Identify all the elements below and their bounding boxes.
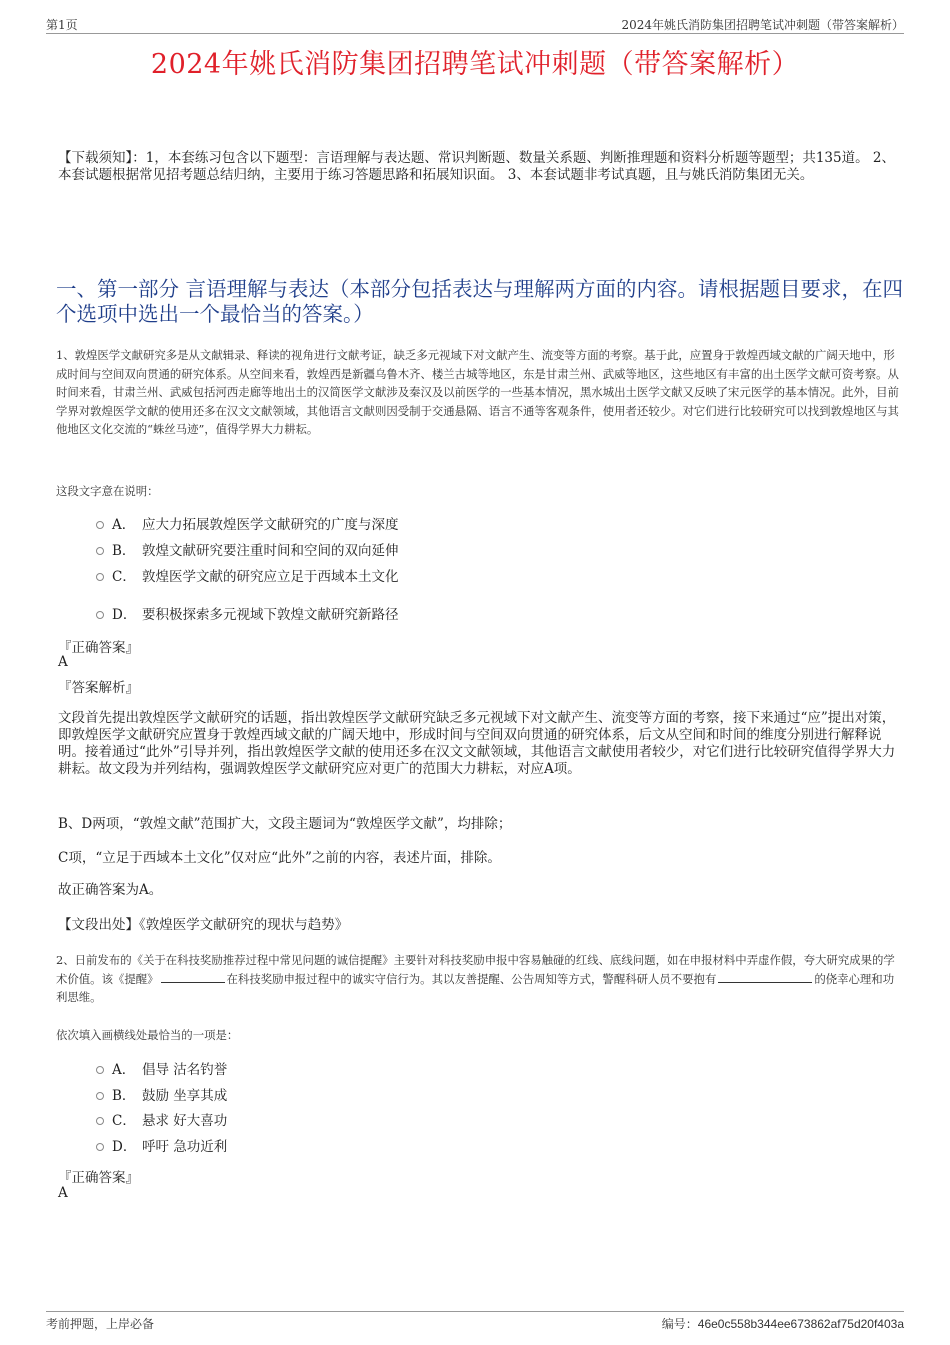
question-1-option-c[interactable]: C． 敦煌医学文献的研究应立足于西域本土文化 (96, 567, 399, 587)
footer-slogan: 考前押题，上岸必备 (46, 1317, 155, 1331)
question-1-option-b[interactable]: B． 敦煌文献研究要注重时间和空间的双向延伸 (96, 541, 399, 561)
header-divider (46, 33, 904, 34)
radio-button-icon[interactable] (96, 1092, 104, 1100)
radio-button-icon[interactable] (96, 1066, 104, 1074)
fill-blank-2[interactable] (718, 970, 812, 983)
question-2-option-c[interactable]: C． 悬求 好大喜功 (96, 1111, 227, 1131)
question-2-option-b[interactable]: B． 鼓励 坐享其成 (96, 1086, 227, 1106)
radio-button-icon[interactable] (96, 547, 104, 555)
header-doc-title: 2024年姚氏消防集团招聘笔试冲刺题（带答案解析） (621, 18, 904, 32)
question-2-stem: 2、日前发布的《关于在科技奖励推荐过程中常见问题的诚信提醒》主要针对科技奖励申报中容易触碰的红线、底线问题，如在申报材料中弄虚作假，夸大研究成果的学术价值。该《提醒》 在科技奖励申报过程中的诚实守信行为。其以友善提醒、公告周知等方式，警醒科研人员不要抱有 的侥幸心理和功利思维。 (56, 953, 895, 1004)
question-1-answer-label: 『正确答案』 (58, 640, 139, 656)
page-title: 2024年姚氏消防集团招聘笔试冲刺题（带答案解析） (150, 49, 800, 80)
question-1-analysis-paragraph: B、D两项，“敦煌文献”范围扩大，文段主题词为“敦煌医学文献”，均排除； (58, 816, 512, 832)
question-1-stem: 1、敦煌医学文献研究多是从文献辑录、释读的视角进行文献考证，缺乏多元视域下对文献产生、流变等方面的考察。基于此，应置身于敦煌西域文献的广阔天地中，形成时间与空间双向贯通的研究体系。从空间来看，敦煌西是新疆乌鲁木齐、楼兰古城等地区，东是甘肃兰州、武威等地区，这些地区有丰富的出土医学文献可资考察。从时间来看，甘肃兰州、武威包括河西走廊等地出土的汉简医学文献涉及秦汉及以前医学的一些基本情况，黑水城出土医学文献又反映了宋元医学的基本情况。此外，目前学界对敦煌医学文献的使用还多在汉文文献领域，其他语言文献则因受制于交通悬隔、语言不通等客观条件，使用者还较少。对它们进行比较研究可以找到敦煌地区与其他地区文化交流的“蛛丝马迹”，值得学界大力耕耘。 (56, 348, 899, 436)
question-1-prompt: 这段文字意在说明： (56, 484, 159, 498)
document-code: 编号：46e0c558b344ee673862af75d20f403a (661, 1317, 904, 1331)
question-1-option-d[interactable]: D． 要积极探索多元视域下敦煌文献研究新路径 (96, 605, 399, 625)
radio-button-icon[interactable] (96, 521, 104, 529)
question-1-source: 【文段出处】《敦煌医学文献研究的现状与趋势》 (58, 917, 349, 933)
footer-divider (46, 1311, 904, 1312)
question-1-analysis-paragraph: 文段首先提出敦煌医学文献研究的话题，指出敦煌医学文献研究缺乏多元视域下对文献产生、流变等方面的考察，接下来通过“应”提出对策，即敦煌医学文献研究应置身于敦煌西域文献的广阔天地中，形成时间与空间双向贯通的研究体系，后文从空间和时间的维度分别进行解释说明。接着通过“此外”引导并列，指出敦煌医学文献的使用还多在汉文文献领域，其他语言文献使用者较少，对它们进行比较研究值得学界大力耕耘。故文段为并列结构，强调敦煌医学文献研究应对更广的范围大力耕耘，对应A项。 (58, 710, 896, 777)
question-2-option-d[interactable]: D． 呼吁 急功近利 (96, 1137, 227, 1157)
section-heading: 一、第一部分 言语理解与表达（本部分包括表达与理解两方面的内容。请根据题目要求，在四个选项中选出一个最恰当的答案。） (56, 277, 904, 326)
question-1-option-a[interactable]: A． 应大力拓展敦煌医学文献研究的广度与深度 (96, 515, 399, 535)
question-1-answer: A (58, 654, 68, 670)
fill-blank-1[interactable] (161, 970, 225, 983)
radio-button-icon[interactable] (96, 1143, 104, 1151)
question-2-prompt: 依次填入画横线处最恰当的一项是： (56, 1028, 239, 1042)
radio-button-icon[interactable] (96, 573, 104, 581)
question-2-answer: A (58, 1185, 68, 1201)
question-2-answer-label: 『正确答案』 (58, 1170, 139, 1186)
page-number: 第1页 (46, 18, 78, 32)
radio-button-icon[interactable] (96, 1117, 104, 1125)
question-1-analysis-paragraph: C项，“立足于西域本土文化”仅对应“此外”之前的内容，表述片面，排除。 (58, 850, 501, 866)
question-1-analysis-label: 『答案解析』 (58, 680, 139, 696)
question-1-analysis-conclusion: 故正确答案为A。 (58, 882, 163, 898)
radio-button-icon[interactable] (96, 611, 104, 619)
question-2-option-a[interactable]: A． 倡导 沽名钓誉 (96, 1060, 227, 1080)
download-notice: 【下载须知】：1，本套练习包含以下题型：言语理解与表达题、常识判断题、数量关系题、判断推理题和资料分析题等题型；共135道。 2、本套试题根据常见招考题总结归纳，主要用于练习答题思路和拓展知识面。 3、本套试题非考试真题，且与姚氏消防集团无关。 (58, 150, 895, 183)
